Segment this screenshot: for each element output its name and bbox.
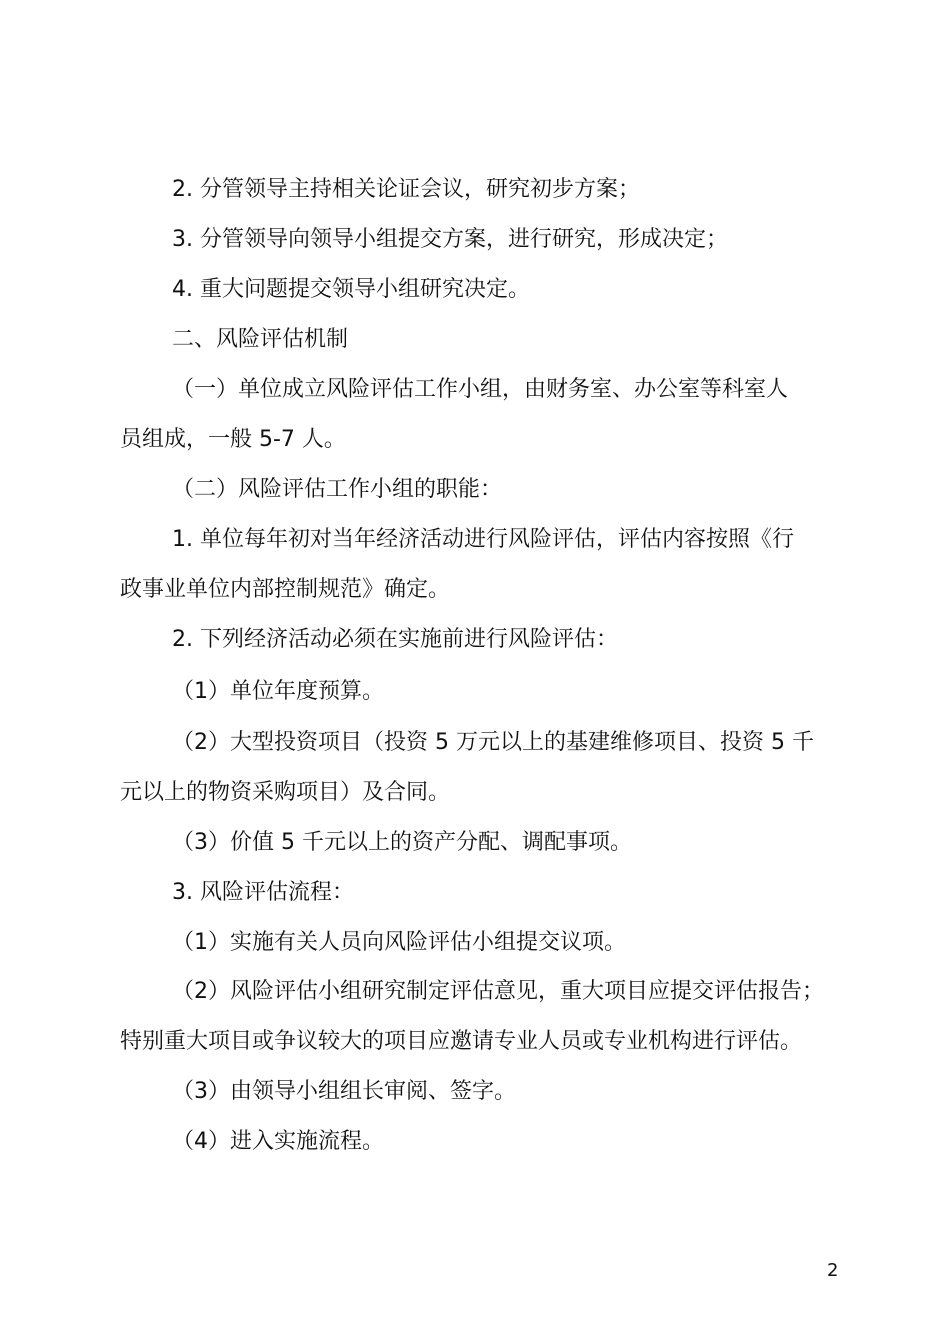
text-line: 特别重大项目或争议较大的项目应邀请专业人员或专业机构进行评估。	[120, 1029, 803, 1054]
text-line: （4）进入实施流程。	[172, 1129, 384, 1154]
text-line: 员组成，一般 5-7 人。	[120, 427, 346, 452]
subsection-heading: （二）风险评估工作小组的职能：	[172, 477, 503, 502]
page-number: 2	[827, 1260, 839, 1281]
text-line: 1. 单位每年初对当年经济活动进行风险评估，评估内容按照《行	[172, 527, 794, 552]
section-heading: 二、风险评估机制	[172, 327, 349, 352]
text-line: （1）单位年度预算。	[172, 679, 384, 704]
text-line: 3. 风险评估流程：	[172, 880, 354, 905]
text-line: （2）风险评估小组研究制定评估意见，重大项目应提交评估报告；	[172, 979, 824, 1004]
text-line: （2）大型投资项目（投资 5 万元以上的基建维修项目、投资 5 千	[172, 730, 814, 755]
text-line: （3）由领导小组组长审阅、签字。	[172, 1079, 516, 1104]
text-line: 4. 重大问题提交领导小组研究决定。	[172, 277, 530, 302]
text-line: （一）单位成立风险评估工作小组，由财务室、办公室等科室人	[172, 377, 789, 402]
text-line: 3. 分管领导向领导小组提交方案，进行研究，形成决定；	[172, 227, 728, 252]
text-line: 元以上的物资采购项目）及合同。	[120, 780, 451, 805]
text-line: （1）实施有关人员向风险评估小组提交议项。	[172, 930, 626, 955]
text-line: （3）价值 5 千元以上的资产分配、调配事项。	[172, 830, 632, 855]
text-line: 政事业单位内部控制规范》确定。	[120, 577, 451, 602]
text-line: 2. 分管领导主持相关论证会议，研究初步方案；	[172, 177, 640, 202]
text-line: 2. 下列经济活动必须在实施前进行风险评估：	[172, 627, 618, 652]
